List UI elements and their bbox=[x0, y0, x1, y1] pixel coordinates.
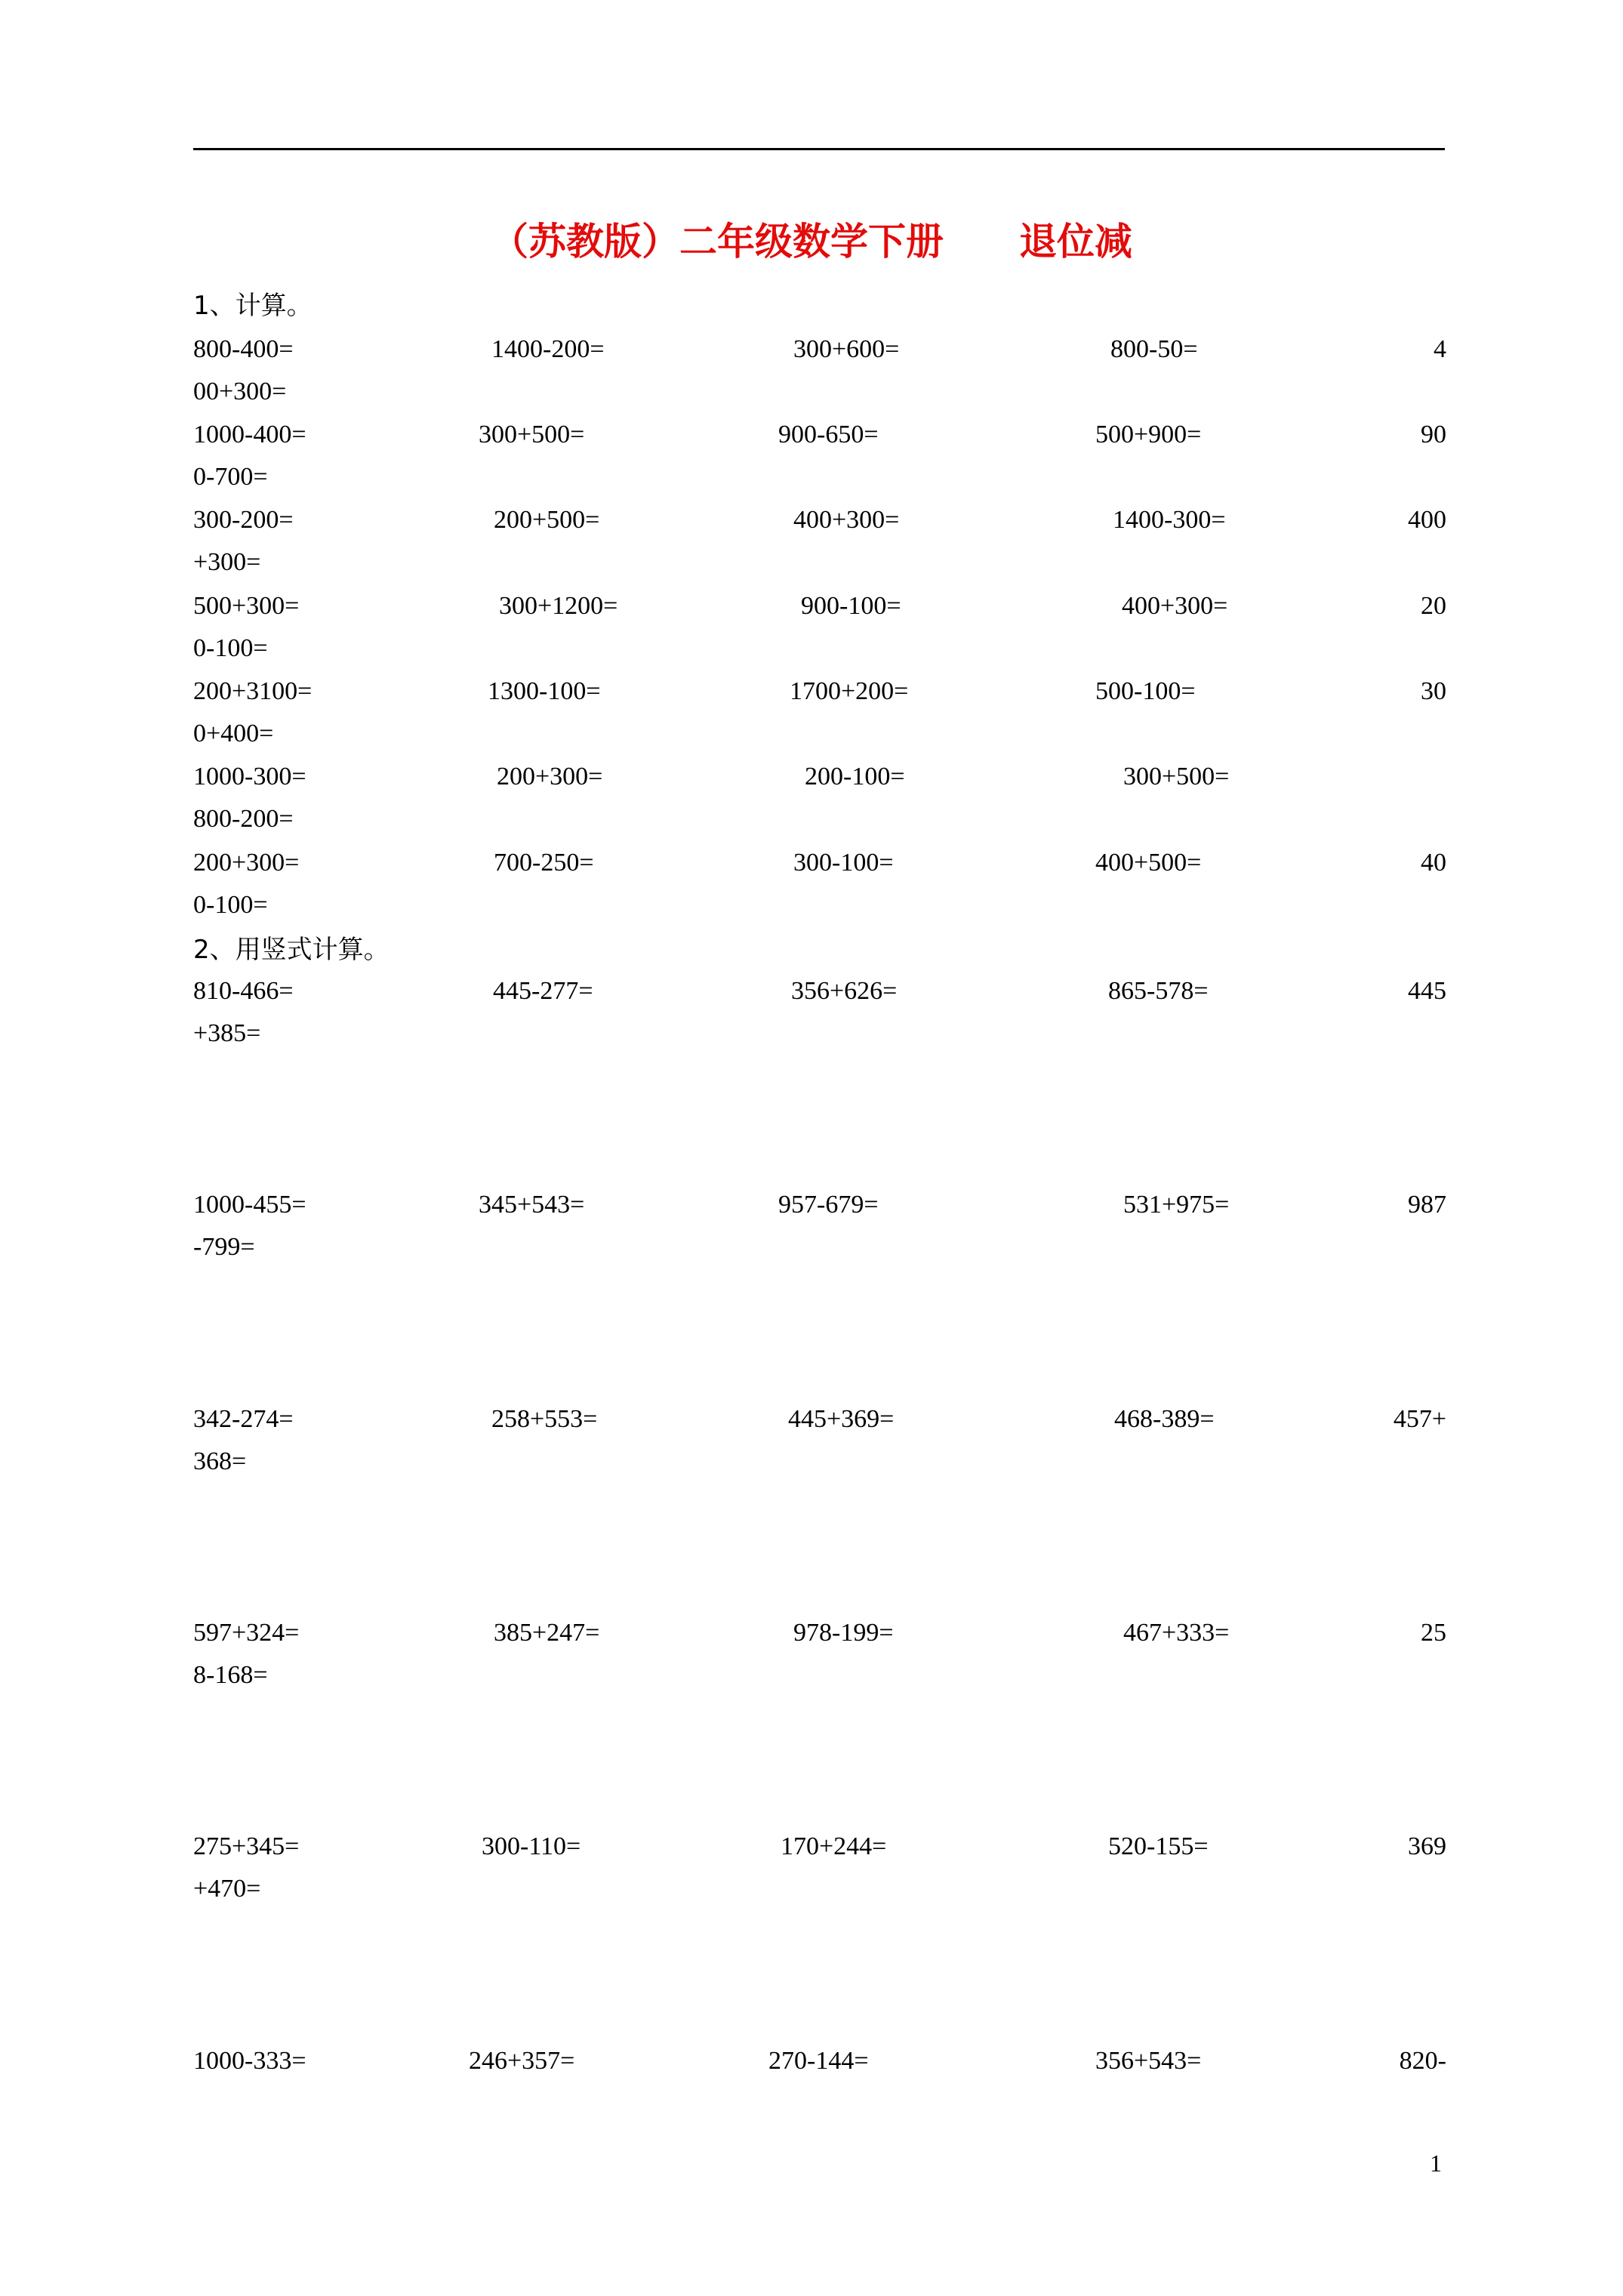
problem: 500-100= bbox=[1095, 677, 1196, 705]
problem: 900-650= bbox=[778, 421, 879, 448]
problem: 200+500= bbox=[494, 506, 600, 534]
vertical-calc-row-4 bbox=[193, 1612, 1446, 1697]
page-number: 1 bbox=[1430, 2150, 1442, 2177]
problem: 1000-400= bbox=[193, 421, 306, 448]
problem: 400+300= bbox=[1122, 592, 1228, 620]
problem: 246+357= bbox=[469, 2047, 575, 2075]
problem: 300-110= bbox=[482, 1832, 581, 1860]
problem-wrap-end: 8-168= bbox=[193, 1661, 268, 1689]
calc-row-3 bbox=[193, 499, 1446, 584]
problem-wrap-start: 90 bbox=[1421, 421, 1446, 448]
problem: 345+543= bbox=[479, 1191, 585, 1219]
calc-row-1 bbox=[193, 328, 1446, 413]
problem-wrap-start: 457+ bbox=[1393, 1405, 1446, 1433]
problem-wrap-end: 0-100= bbox=[193, 891, 268, 919]
problem: 700-250= bbox=[494, 849, 594, 877]
problem-wrap-start: 400 bbox=[1408, 506, 1446, 534]
problem: 468-389= bbox=[1114, 1405, 1215, 1433]
problem: 1300-100= bbox=[488, 677, 601, 705]
problem-wrap-start: 987 bbox=[1408, 1191, 1446, 1219]
problem: 300-100= bbox=[793, 849, 894, 877]
problem: 200+3100= bbox=[193, 677, 313, 705]
problem: 1400-200= bbox=[491, 335, 605, 363]
calc-row-6 bbox=[193, 756, 1446, 840]
problem-wrap-end: 368= bbox=[193, 1447, 247, 1475]
problem-wrap-start: 820- bbox=[1399, 2047, 1446, 2075]
problem: 200+300= bbox=[497, 763, 603, 791]
problem: 275+345= bbox=[193, 1832, 300, 1860]
problem: 270-144= bbox=[768, 2047, 869, 2075]
problem: 400+300= bbox=[793, 506, 900, 534]
calc-row-7 bbox=[193, 842, 1446, 926]
calc-row-5 bbox=[193, 670, 1446, 755]
problem: 800-400= bbox=[193, 335, 294, 363]
problem: 865-578= bbox=[1108, 977, 1209, 1005]
problem: 467+333= bbox=[1123, 1619, 1230, 1647]
problem: 900-100= bbox=[801, 592, 901, 620]
header-rule bbox=[193, 148, 1445, 150]
section-2-heading: 2、用竖式计算。 bbox=[193, 935, 390, 965]
problem-wrap-end: 800-200= bbox=[193, 805, 294, 833]
problem-wrap-start: 40 bbox=[1421, 849, 1446, 877]
problem: 500+900= bbox=[1095, 421, 1202, 448]
problem: 1700+200= bbox=[790, 677, 909, 705]
calc-row-4 bbox=[193, 585, 1446, 670]
problem: 800-50= bbox=[1110, 335, 1198, 363]
problem: 200+300= bbox=[193, 849, 300, 877]
problem: 385+247= bbox=[494, 1619, 600, 1647]
problem-wrap-end: +470= bbox=[193, 1875, 261, 1903]
problem-wrap-start: 369 bbox=[1408, 1832, 1446, 1860]
problem: 200-100= bbox=[805, 763, 905, 791]
problem-wrap-end: 00+300= bbox=[193, 378, 287, 405]
problem: 300+500= bbox=[1123, 763, 1230, 791]
problem-wrap-start: 4 bbox=[1434, 335, 1446, 363]
problem: 170+244= bbox=[781, 1832, 887, 1860]
problem-wrap-start: 445 bbox=[1408, 977, 1446, 1005]
vertical-calc-row-2 bbox=[193, 1184, 1446, 1268]
problem: 356+626= bbox=[791, 977, 898, 1005]
problem: 531+975= bbox=[1123, 1191, 1230, 1219]
problem: 978-199= bbox=[793, 1619, 894, 1647]
problem: 400+500= bbox=[1095, 849, 1202, 877]
problem: 258+553= bbox=[491, 1405, 598, 1433]
problem: 957-679= bbox=[778, 1191, 879, 1219]
problem: 1400-300= bbox=[1113, 506, 1226, 534]
vertical-calc-row-3 bbox=[193, 1398, 1446, 1483]
page-title: （苏教版）二年级数学下册 退位减 bbox=[491, 220, 1132, 264]
vertical-calc-row-6 bbox=[193, 2040, 1446, 2125]
problem-wrap-end: -799= bbox=[193, 1233, 255, 1261]
problem: 445+369= bbox=[788, 1405, 895, 1433]
problem: 300+600= bbox=[793, 335, 900, 363]
problem: 300+1200= bbox=[499, 592, 618, 620]
problem: 300+500= bbox=[479, 421, 585, 448]
problem: 597+324= bbox=[193, 1619, 300, 1647]
problem: 1000-455= bbox=[193, 1191, 306, 1219]
problem-wrap-end: 0-700= bbox=[193, 463, 268, 491]
problem-wrap-start: 20 bbox=[1421, 592, 1446, 620]
problem-wrap-start: 30 bbox=[1421, 677, 1446, 705]
problem: 500+300= bbox=[193, 592, 300, 620]
problem: 810-466= bbox=[193, 977, 294, 1005]
problem: 520-155= bbox=[1108, 1832, 1209, 1860]
problem: 1000-333= bbox=[193, 2047, 306, 2075]
problem: 300-200= bbox=[193, 506, 294, 534]
problem: 342-274= bbox=[193, 1405, 294, 1433]
problem-wrap-end: 0+400= bbox=[193, 720, 274, 747]
problem-wrap-end: +300= bbox=[193, 548, 261, 576]
problem: 1000-300= bbox=[193, 763, 306, 791]
calc-row-2 bbox=[193, 414, 1446, 498]
problem: 445-277= bbox=[493, 977, 593, 1005]
problem-wrap-start: 25 bbox=[1421, 1619, 1446, 1647]
problem: 356+543= bbox=[1095, 2047, 1202, 2075]
vertical-calc-row-1 bbox=[193, 970, 1446, 1055]
problem-wrap-end: +385= bbox=[193, 1019, 261, 1047]
problem-wrap-end: 0-100= bbox=[193, 634, 268, 662]
section-1-heading: 1、计算。 bbox=[193, 291, 313, 321]
vertical-calc-row-5 bbox=[193, 1826, 1446, 1910]
